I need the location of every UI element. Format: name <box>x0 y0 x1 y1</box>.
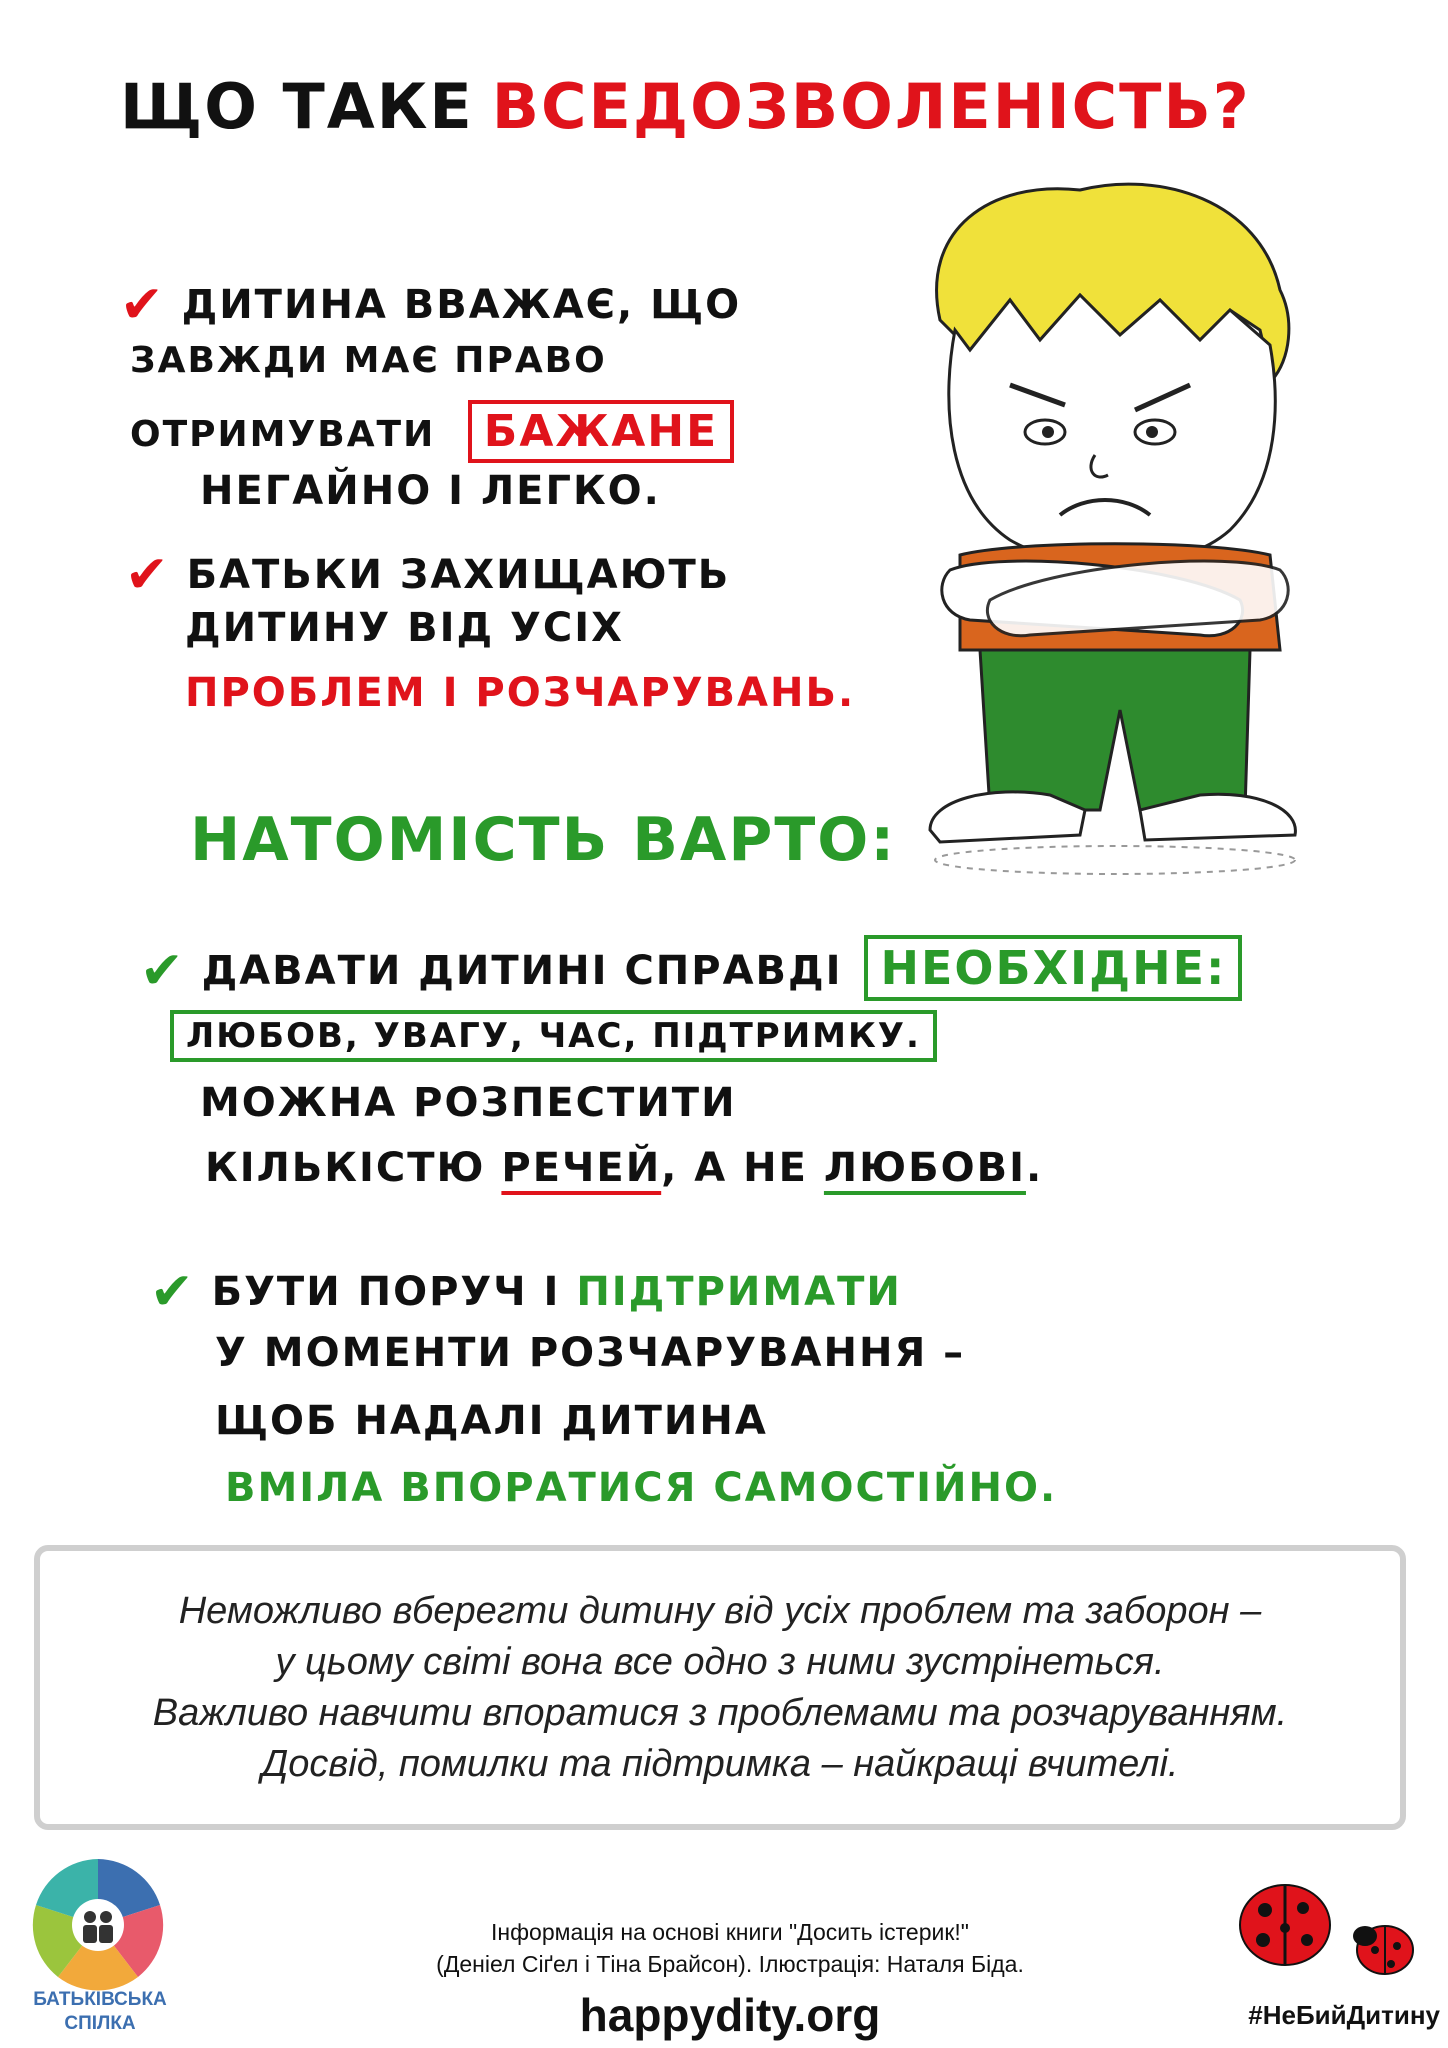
love-word: ЛЮБОВІ <box>823 1145 1026 1191</box>
advice-2-line-1: ✔ БУТИ ПОРУЧ І ПІДТРИМАТИ <box>150 1262 902 1322</box>
problem-2-line-1: ✔ БАТЬКИ ЗАХИЩАЮТЬ <box>125 545 731 605</box>
advice-2-line-3: ЩОБ НАДАЛІ ДИТИНА <box>215 1398 768 1444</box>
advice-2-line-4: ВМІЛА ВПОРАТИСЯ САМОСТІЙНО. <box>225 1465 1058 1511</box>
advice-1-line-2 <box>170 1010 937 1062</box>
checkmark-icon: ✔ <box>140 941 186 1001</box>
title-part-2: ВСЕДОЗВОЛЕНІСТЬ? <box>491 70 1251 143</box>
love-attention-box: ЛЮБОВ, УВАГУ, ЧАС, ПІДТРИМКУ. <box>170 1010 937 1062</box>
checkmark-icon: ✔ <box>150 1262 196 1322</box>
quote-line-3: Важливо навчити впоратися з проблемами та розчаруванням. <box>152 1691 1288 1734</box>
things-word: РЕЧЕЙ <box>501 1145 662 1191</box>
logo-name: БАТЬКІВСЬКА СПІЛКА <box>33 1989 167 2034</box>
credit-text <box>300 1916 1160 1980</box>
checkmark-icon: ✔ <box>120 275 166 335</box>
credit-line-1: Інформація на основі книги "Досить істерик!" <box>491 1919 969 1945</box>
hashtag: #НеБийДитину <box>1248 2000 1440 2030</box>
problem-2-line-3: ПРОБЛЕМ І РОЗЧАРУВАНЬ. <box>185 670 856 716</box>
support-word: ПІДТРИМАТИ <box>576 1269 902 1315</box>
angry-boy-illustration <box>900 170 1330 890</box>
quote-box <box>34 1545 1406 1830</box>
necessary-box: НЕОБХІДНЕ: <box>864 935 1242 1001</box>
ladybug-icon <box>1225 1870 1425 1980</box>
title-part-1: ЩО ТАКЕ <box>120 70 474 143</box>
quote-line-1: Неможливо вберегти дитину від усіх проблем та заборон – <box>178 1589 1262 1632</box>
desired-box: БАЖАНЕ <box>468 400 734 463</box>
website-link[interactable]: happydity.org <box>579 1989 881 2041</box>
page-title <box>120 70 1251 143</box>
problem-1-line-1: ✔ ДИТИНА ВВАЖАЄ, ЩО <box>120 275 742 335</box>
problem-1-line-3: ОТРИМУВАТИ БАЖАНЕ <box>130 400 734 463</box>
advice-1-line-1: ✔ ДАВАТИ ДИТИНІ СПРАВДІ НЕОБХІДНЕ: <box>140 935 1242 1001</box>
advice-2-line-2: У МОМЕНТИ РОЗЧАРУВАННЯ – <box>215 1330 966 1376</box>
problem-1-line-2: ЗАВЖДИ МАЄ ПРАВО <box>130 340 607 381</box>
advice-1-line-3: МОЖНА РОЗПЕСТИТИ <box>200 1080 737 1126</box>
quote-line-2: у цьому світі вона все одно з ними зустрінеться. <box>275 1640 1165 1683</box>
credit-line-2: (Деніел Сіґел і Тіна Брайсон). Ілюстрація: Наталя Біда. <box>436 1951 1024 1977</box>
parents-union-logo <box>28 1855 168 1995</box>
checkmark-icon: ✔ <box>125 545 171 605</box>
problem-2-line-2: ДИТИНУ ВІД УСІХ <box>185 605 624 651</box>
advice-1-line-4: КІЛЬКІСТЮ РЕЧЕЙ, А НЕ ЛЮБОВІ. <box>205 1145 1044 1191</box>
instead-heading: НАТОМІСТЬ ВАРТО: <box>190 805 897 875</box>
quote-line-4: Досвід, помилки та підтримка – найкращі вчителі. <box>261 1742 1179 1785</box>
problem-1-line-4: НЕГАЙНО І ЛЕГКО. <box>200 468 661 514</box>
